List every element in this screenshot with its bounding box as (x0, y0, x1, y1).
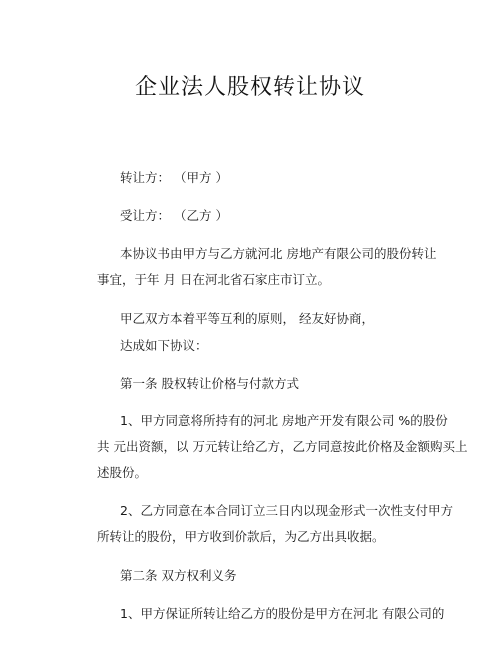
transferee-line: 受让方： （乙方 ） (120, 208, 228, 223)
document-title: 企业法人股权转让协议 (134, 75, 365, 100)
article-1-clause-2-line-2: 所转让的股份，甲方收到价款后，为乙方出具收据。 (97, 529, 385, 544)
agreement-line: 达成如下协议： (120, 338, 208, 353)
article-2-clause-1-line-1: 1、甲方保证所转让给乙方的股份是甲方在河北 有限公司的 (120, 606, 445, 621)
article-1-clause-1-line-2: 共 元出资额，以 万元转让给乙方，乙方同意按此价格及金额购买上 (97, 439, 468, 454)
principle-line: 甲乙双方本着平等互利的原则， 经友好协商， (120, 311, 374, 326)
article-1-clause-2-line-1: 2、乙方同意在本合同订立三日内以现金形式一次性支付甲方 (120, 503, 453, 518)
preamble-line-2: 事宜，于年 月 日在河北省石家庄市订立。 (97, 272, 330, 287)
article-1-clause-1-line-3: 述股份。 (97, 465, 148, 480)
article-1-heading: 第一条 股权转让价格与付款方式 (120, 376, 299, 391)
article-1-clause-1-line-1: 1、甲方同意将所持有的河北 房地产开发有限公司 %的股份 (120, 413, 448, 428)
preamble-line-1: 本协议书由甲方与乙方就河北 房地产有限公司的股份转让 (120, 246, 437, 261)
article-2-heading: 第二条 双方权利义务 (120, 568, 237, 583)
transferor-line: 转让方： （甲方 ） (120, 170, 228, 185)
